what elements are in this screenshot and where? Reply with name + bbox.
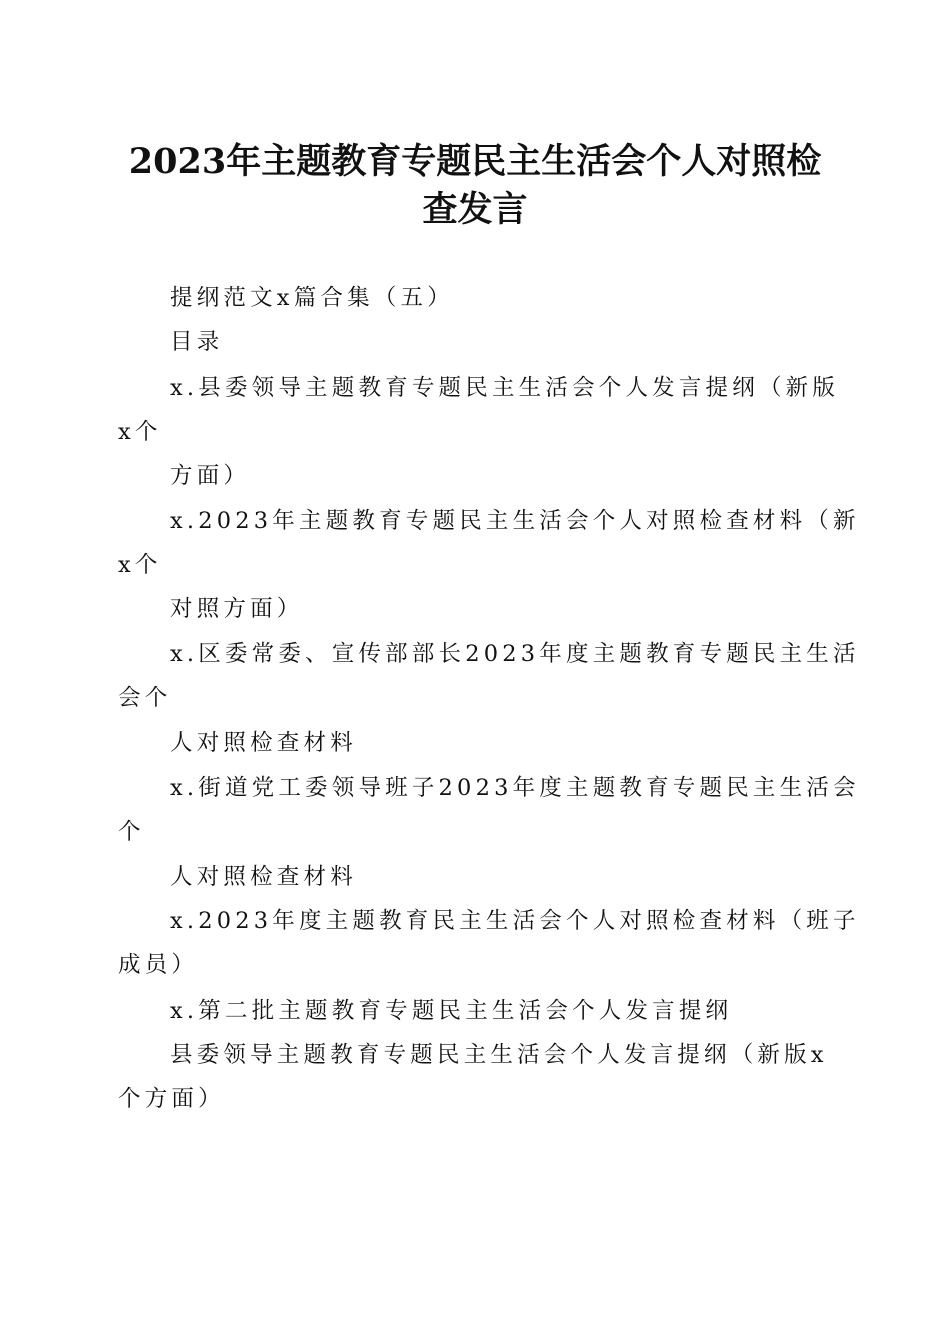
- toc-item-4-line-3: 人对照检查材料: [170, 864, 357, 890]
- toc-item-3-line-1: x.区委常委、宣传部部长2023年度主题教育专题民主生活: [170, 641, 860, 667]
- toc-item-4-line-1: x.街道党工委领导班子2023年度主题教育专题民主生活会: [170, 775, 860, 801]
- document-title-line-2: 查发言: [422, 189, 528, 230]
- toc-item-6: x.第二批主题教育专题民主生活会个人发言提纲: [170, 998, 733, 1024]
- toc-item-1-line-1: x.县委领导主题教育专题民主生活会个人发言提纲（新版: [170, 375, 840, 401]
- document-title-line-1: 2023年主题教育专题民主生活会个人对照检: [128, 141, 822, 182]
- body-heading-line-1: 县委领导主题教育专题民主生活会个人发言提纲（新版x: [170, 1042, 828, 1068]
- subtitle-line: 提纲范文x篇合集（五）: [170, 285, 454, 311]
- toc-item-1-line-2: x个: [118, 419, 162, 445]
- toc-item-4-line-2: 个: [118, 819, 145, 845]
- toc-item-3-line-2: 会个: [118, 685, 172, 711]
- toc-item-2-line-2: x个: [118, 552, 162, 578]
- toc-item-5-line-2: 成员）: [118, 952, 199, 978]
- toc-item-5-line-1: x.2023年度主题教育民主生活会个人对照检查材料（班子: [170, 908, 860, 934]
- body-heading-line-2: 个方面）: [118, 1086, 225, 1112]
- toc-item-2-line-3: 对照方面）: [170, 596, 304, 622]
- toc-heading: 目录: [170, 329, 224, 355]
- toc-item-2-line-1: x.2023年主题教育专题民主生活会个人对照检查材料（新: [170, 508, 860, 534]
- toc-item-1-line-3: 方面）: [170, 463, 251, 489]
- toc-item-3-line-3: 人对照检查材料: [170, 730, 357, 756]
